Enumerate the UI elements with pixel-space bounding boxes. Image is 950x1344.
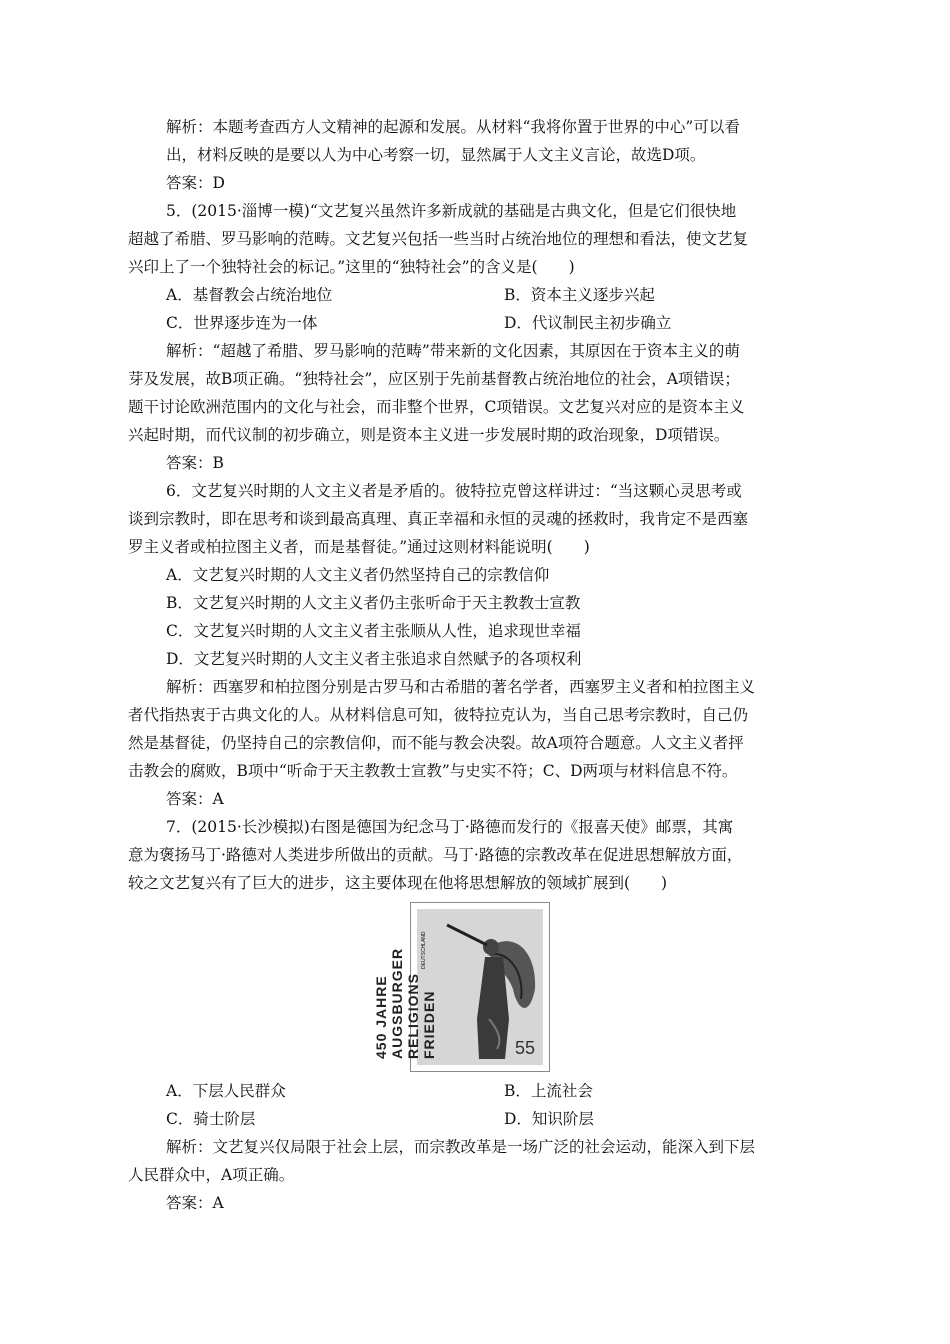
stamp-country: DEUTSCHLAND <box>421 931 427 969</box>
text-line: 答案：D <box>166 174 225 192</box>
text-line: 解析：西塞罗和柏拉图分别是古罗马和古希腊的著名学者，西塞罗主义者和柏拉图主义 <box>166 678 756 696</box>
answer-option: C．世界逐步连为一体 <box>166 314 318 332</box>
text-line: 击教会的腐败，B项中“听命于天主教教士宣教”与史实不符；C、D两项与材料信息不符。 <box>128 762 738 780</box>
text-line: 答案：B <box>166 454 224 472</box>
text-line: 7．(2015·长沙模拟)右图是德国为纪念马丁·路德而发行的《报喜天使》邮票，其寓 <box>166 818 734 836</box>
answer-option: B．上流社会 <box>504 1082 593 1100</box>
stamp-image <box>373 902 550 1072</box>
stamp-line-3: RELIGIONS <box>405 972 421 1059</box>
answer-option: A．基督教会占统治地位 <box>166 286 333 304</box>
answer-option: C．骑士阶层 <box>166 1110 256 1128</box>
text-line: B．文艺复兴时期的人文主义者仍主张听命于天主教教士宣教 <box>166 594 581 612</box>
text-line: 意为褒扬马丁·路德对人类进步所做出的贡献。马丁·路德的宗教改革在促进思想解放方面， <box>128 846 743 864</box>
text-line: 人民群众中，A项正确。 <box>128 1166 295 1184</box>
text-line: 解析：文艺复兴仅局限于社会上层，而宗教改革是一场广泛的社会运动，能深入到下层 <box>166 1138 756 1156</box>
stamp-line-4: FRIEDEN <box>421 990 437 1059</box>
text-line: 6．文艺复兴时期的人文主义者是矛盾的。彼特拉克曾这样讲过：“当这颗心灵思考或 <box>166 482 742 500</box>
text-line: A．文艺复兴时期的人文主义者仍然坚持自己的宗教信仰 <box>166 566 550 584</box>
text-line: 解析：本题考查西方人文精神的起源和发展。从材料“我将你置于世界的中心”可以看 <box>166 118 740 136</box>
stamp-value: 55 <box>514 1038 535 1058</box>
stamp-picture <box>373 909 543 1065</box>
text-line: 兴印上了一个独特社会的标记。”这里的“独特社会”的含义是( ) <box>128 258 575 276</box>
text-line: 题干讨论欧洲范围内的文化与社会，而非整个世界，C项错误。文艺复兴对应的是资本主义 <box>128 398 745 416</box>
text-line: 罗主义者或柏拉图主义者，而是基督徒。”通过这则材料能说明( ) <box>128 538 590 556</box>
text-line: 5．(2015·淄博一模)“文艺复兴虽然许多新成就的基础是古典文化，但是它们很快地 <box>166 202 737 220</box>
answer-option: D．代议制民主初步确立 <box>504 314 672 332</box>
text-line: D．文艺复兴时期的人文主义者主张追求自然赋予的各项权利 <box>166 650 582 668</box>
text-line: 谈到宗教时，即在思考和谈到最高真理、真正幸福和永恒的灵魂的拯救时，我肯定不是西塞 <box>128 510 749 528</box>
text-line: 芽及发展，故B项正确。“独特社会”，应区别于先前基督教占统治地位的社会，A项错误； <box>128 370 740 388</box>
answer-option: B．资本主义逐步兴起 <box>504 286 655 304</box>
stamp-line-2: AUGSBURGER <box>389 947 405 1059</box>
stamp-caption <box>373 948 437 1059</box>
text-line: 者代指热衷于古典文化的人。从材料信息可知，彼特拉克认为，当自己思考宗教时，自己仍 <box>128 706 749 724</box>
text-line: 兴起时期，而代议制的初步确立，则是资本主义进一步发展时期的政治现象，D项错误。 <box>128 426 730 444</box>
text-line: 然是基督徒，仍坚持自己的宗教信仰，而不能与教会决裂。故A项符合题意。人文主义者抨 <box>128 734 744 752</box>
answer-option: D．知识阶层 <box>504 1110 594 1128</box>
stamp-line-1: 450 JAHRE <box>373 975 389 1059</box>
text-line: C．文艺复兴时期的人文主义者主张顺从人性，追求现世幸福 <box>166 622 581 640</box>
text-line: 较之文艺复兴有了巨大的进步，这主要体现在他将思想解放的领域扩展到( ) <box>128 874 668 892</box>
text-line: 解析：“超越了希腊、罗马影响的范畴”带来新的文化因素，其原因在于资本主义的萌 <box>166 342 740 360</box>
text-line: 出，材料反映的是要以人为中心考察一切，显然属于人文主义言论，故选D项。 <box>166 146 706 164</box>
text-line: 答案：A <box>166 1194 224 1212</box>
text-line: 答案：A <box>166 790 224 808</box>
answer-option: A．下层人民群众 <box>166 1082 286 1100</box>
text-line: 超越了希腊、罗马影响的范畴。文艺复兴包括一些当时占统治地位的理想和看法，使文艺复 <box>128 230 749 248</box>
